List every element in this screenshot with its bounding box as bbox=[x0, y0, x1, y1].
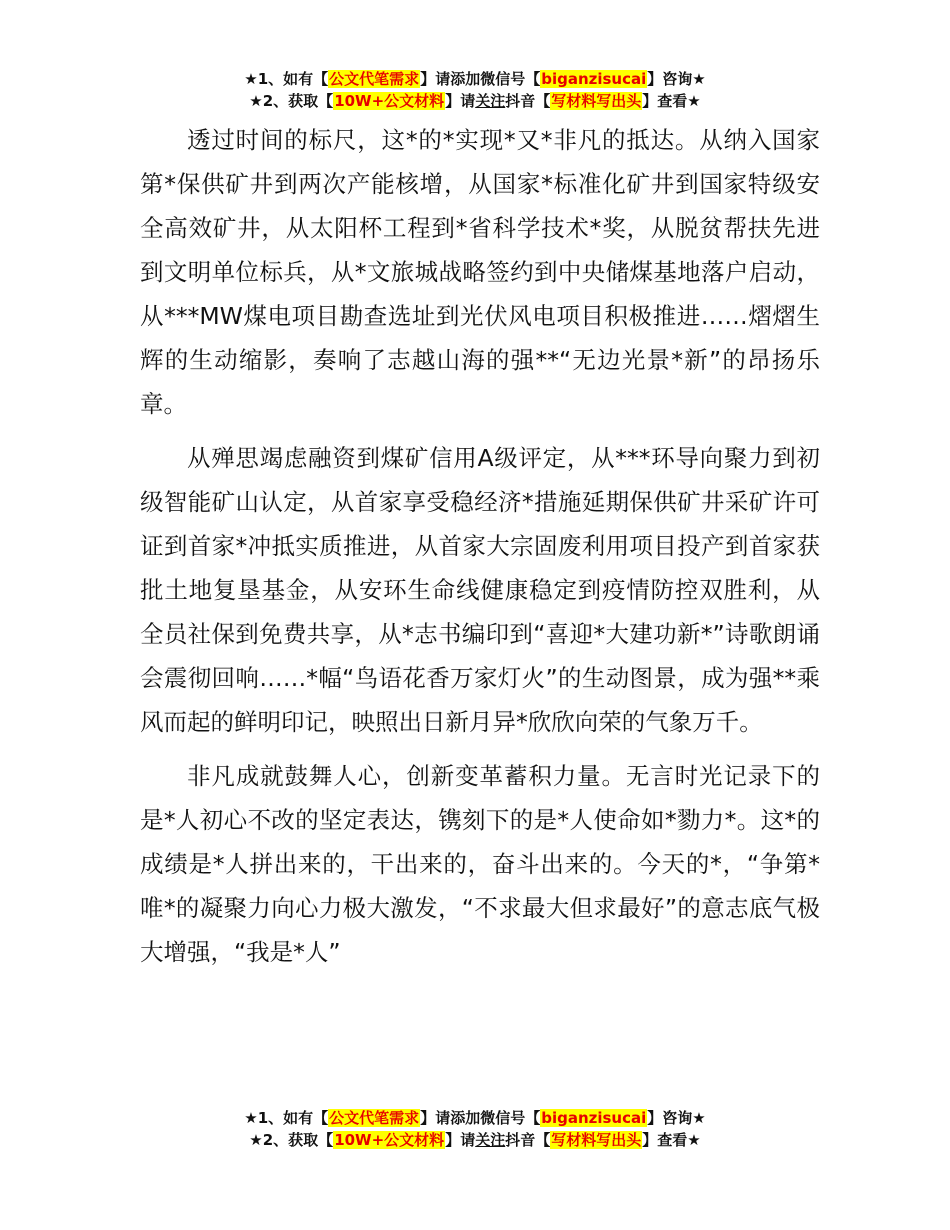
footer-highlight-wechat: biganzisucai bbox=[541, 1109, 647, 1127]
paragraph-1: 透过时间的标尺，这*的*实现*又*非凡的抵达。从纳入国家第*保供矿井到两次产能核增，从国家*标准化矿井到国家特级安全高效矿井，从太阳杯工程到*省科学技术*奖，从脱贫帮扶先进到文明单位标兵，从*文旅城战略签约到中央储煤基地落户启动，从***MW煤电项目勘查选址到光伏风电项目积极推进……熠熠生辉的生动缩影，奏响了志越山海的强**“无边光景*新”的昂扬乐章。 bbox=[140, 126, 820, 418]
banner-underlined-follow: 关注 bbox=[475, 92, 506, 110]
footer-highlight-materials: 10W+公文材料 bbox=[334, 1131, 445, 1149]
footer-line-1-middle: 】请添加微信号【 bbox=[420, 1109, 541, 1127]
banner-line-1-prefix: ★1、如有【 bbox=[244, 70, 329, 88]
footer-highlight-douyin: 写材料写出头 bbox=[551, 1131, 642, 1149]
footer-banner bbox=[0, 1107, 950, 1151]
footer-highlight-service: 公文代笔需求 bbox=[329, 1109, 420, 1127]
footer-line-2-prefix: ★2、获取【 bbox=[249, 1131, 334, 1149]
banner-highlight-materials: 10W+公文材料 bbox=[334, 92, 445, 110]
footer-line-1 bbox=[0, 1107, 950, 1129]
banner-line-2-suffix: 】查看★ bbox=[642, 92, 701, 110]
footer-underlined-follow: 关注 bbox=[475, 1131, 506, 1149]
header-banner bbox=[0, 68, 950, 112]
banner-line-1-middle: 】请添加微信号【 bbox=[420, 70, 541, 88]
banner-line-2 bbox=[0, 90, 950, 112]
footer-line-1-prefix: ★1、如有【 bbox=[244, 1109, 329, 1127]
banner-line-2-middle-a: 】请 bbox=[445, 92, 476, 110]
footer-line-2-middle-a: 】请 bbox=[445, 1131, 476, 1149]
paragraph-3: 非凡成就鼓舞人心，创新变革蓄积力量。无言时光记录下的是*人初心不改的坚定表达，镌刻下的是*人使命如*勠力*。这*的成绩是*人拼出来的，干出来的，奋斗出来的。今天的*，“争第*唯*的凝聚力向心力极大激发，“不求最大但求最好”的意志底气极大增强，“我是*人” bbox=[140, 762, 820, 966]
banner-line-1-suffix: 】咨询★ bbox=[647, 70, 706, 88]
footer-line-2 bbox=[0, 1129, 950, 1151]
banner-highlight-service: 公文代笔需求 bbox=[329, 70, 420, 88]
document-body bbox=[140, 118, 820, 974]
footer-line-2-middle-b: 抖音【 bbox=[505, 1131, 551, 1149]
banner-line-1 bbox=[0, 68, 950, 90]
banner-highlight-douyin: 写材料写出头 bbox=[551, 92, 642, 110]
banner-line-2-prefix: ★2、获取【 bbox=[249, 92, 334, 110]
footer-line-2-suffix: 】查看★ bbox=[642, 1131, 701, 1149]
banner-highlight-wechat: biganzisucai bbox=[541, 70, 647, 88]
banner-line-2-middle-b: 抖音【 bbox=[505, 92, 551, 110]
paragraph-2: 从殚思竭虑融资到煤矿信用A级评定，从***环导向聚力到初级智能矿山认定，从首家享受稳经济*措施延期保供矿井采矿许可证到首家*冲抵实质推进，从首家大宗固废利用项目投产到首家获批土地复垦基金，从安环生命线健康稳定到疫情防控双胜利，从全员社保到免费共享，从*志书编印到“喜迎*大建功新*”诗歌朗诵会震彻回响……*幅“鸟语花香万家灯火”的生动图景，成为强**乘风而起的鲜明印记，映照出日新月异*欣欣向荣的气象万千。 bbox=[140, 444, 820, 736]
footer-line-1-suffix: 】咨询★ bbox=[647, 1109, 706, 1127]
